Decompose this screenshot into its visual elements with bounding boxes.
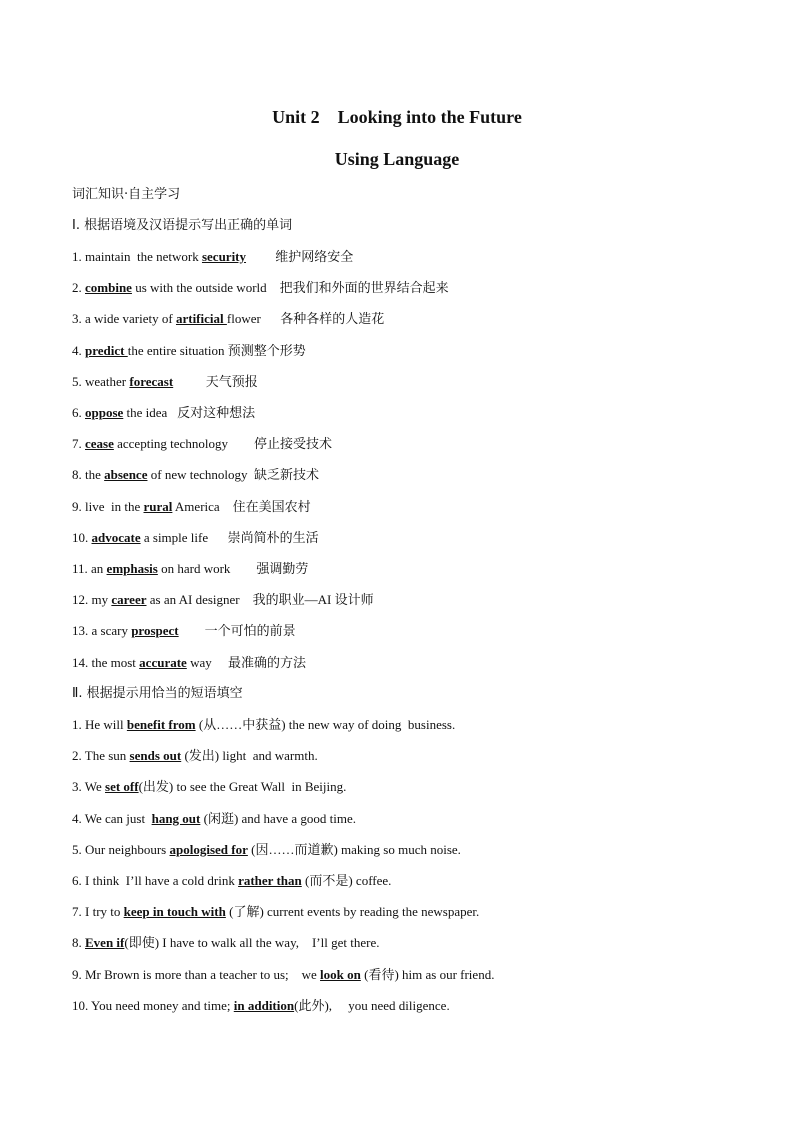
- item-answer: keep in touch with: [123, 904, 226, 920]
- item-prefix: 9. live in the: [72, 498, 144, 514]
- part1-item: [72, 654, 306, 672]
- item-answer: apologised for: [169, 841, 248, 857]
- item-prefix: 14. the most: [72, 654, 140, 670]
- item-prefix: 3. We: [72, 779, 106, 795]
- part1-item: [72, 466, 319, 484]
- item-answer: in addition: [233, 997, 295, 1013]
- part1-item: [72, 404, 255, 422]
- item-suffix: accepting technology 停止接受技术: [113, 436, 332, 452]
- item-prefix: 13. a scary: [72, 623, 132, 639]
- item-suffix: as an AI designer 我的职业—AI 设计师: [146, 592, 374, 608]
- item-prefix: 5. Our neighbours: [72, 841, 170, 857]
- item-prefix: 6.: [72, 405, 85, 420]
- item-prefix: 8. the: [72, 467, 105, 483]
- item-answer: set off: [105, 779, 139, 795]
- part1-item: [72, 435, 332, 453]
- item-prefix: 10.: [72, 529, 92, 545]
- item-prefix: 11. an: [72, 561, 107, 576]
- page-title: Unit 2 Looking into the Future: [272, 107, 522, 127]
- part1-item: [72, 622, 296, 640]
- item-prefix: 7. I try to: [72, 904, 124, 920]
- item-suffix: (了解) current events by reading the newspaper.: [225, 904, 480, 920]
- part1-item: [72, 591, 374, 609]
- item-prefix: 8.: [72, 935, 85, 951]
- item-suffix: of new technology 缺乏新技术: [147, 467, 319, 483]
- item-prefix: 7.: [72, 436, 85, 452]
- item-prefix: 3. a wide variety of: [72, 311, 176, 327]
- item-answer: Even if: [85, 935, 125, 951]
- item-suffix: the idea 反对这种想法: [123, 405, 256, 420]
- page-subtitle: Using Language: [334, 149, 460, 169]
- item-suffix: (此外), you need diligence.: [294, 997, 450, 1013]
- item-suffix: America 住在美国农村: [172, 498, 311, 514]
- item-answer: emphasis: [106, 561, 158, 576]
- item-answer: absence: [104, 467, 148, 483]
- item-answer: prospect: [131, 623, 179, 639]
- part2-item: [72, 747, 318, 765]
- item-suffix: us with the outside world 把我们和外面的世界结合起来: [131, 280, 449, 296]
- item-suffix: the entire situation 预测整个形势: [127, 342, 306, 358]
- item-prefix: 4.: [72, 342, 85, 358]
- item-answer: accurate: [139, 654, 187, 670]
- item-answer: combine: [85, 280, 132, 296]
- section-header: 词汇知识·自主学习: [72, 187, 181, 202]
- part2-item: [72, 903, 479, 921]
- item-prefix: 1. He will: [72, 717, 127, 732]
- item-answer: advocate: [91, 529, 141, 545]
- item-prefix: 1. maintain the network: [72, 249, 202, 264]
- part2-item: [72, 841, 461, 859]
- part1-item: [72, 560, 308, 578]
- part1-item: [72, 310, 384, 328]
- item-answer: predict: [85, 342, 128, 358]
- part2-item: [72, 716, 455, 734]
- item-suffix: (即使) I have to walk all the way, I’ll get there.: [124, 935, 380, 951]
- item-suffix: (因……而道歉) making so much noise.: [247, 841, 461, 857]
- item-suffix: 一个可怕的前景: [178, 623, 296, 639]
- item-prefix: 12. my: [72, 592, 112, 608]
- item-prefix: 9. Mr Brown is more than a teacher to us; we: [72, 966, 321, 982]
- item-suffix: (发出) light and warmth.: [181, 748, 318, 764]
- part1-item: [72, 342, 306, 360]
- item-suffix: flower 各种各样的人造花: [226, 311, 385, 327]
- item-answer: rural: [143, 498, 173, 514]
- item-suffix: way 最准确的方法: [186, 654, 306, 670]
- part2-item: [72, 934, 379, 952]
- item-prefix: 2.: [72, 280, 85, 296]
- item-suffix: (出发) to see the Great Wall in Beijing.: [138, 779, 347, 795]
- item-answer: security: [201, 249, 247, 264]
- part2-item: [72, 810, 356, 828]
- item-answer: cease: [85, 436, 114, 452]
- part2-item: [72, 997, 450, 1015]
- item-answer: look on: [320, 966, 361, 982]
- item-answer: sends out: [129, 748, 182, 764]
- item-answer: rather than: [238, 873, 302, 888]
- part1-item: [72, 529, 319, 547]
- item-suffix: on hard work 强调勤劳: [157, 561, 309, 576]
- item-suffix: 维护网络安全: [246, 249, 354, 264]
- part1-item: [72, 279, 449, 297]
- item-suffix: (从……中获益) the new way of doing business.: [195, 717, 456, 732]
- item-suffix: (闲逛) and have a good time.: [200, 810, 356, 826]
- item-answer: career: [111, 592, 147, 608]
- item-suffix: a simple life 崇尚简朴的生活: [140, 529, 319, 545]
- item-answer: oppose: [85, 405, 124, 420]
- item-prefix: 2. The sun: [72, 748, 130, 764]
- part1-item: [72, 373, 258, 391]
- item-suffix: 天气预报: [173, 373, 258, 389]
- item-prefix: 10. You need money and time;: [72, 997, 234, 1013]
- part2-item: [72, 872, 391, 890]
- item-suffix: (看待) him as our friend.: [360, 966, 495, 982]
- item-prefix: 6. I think I’ll have a cold drink: [72, 873, 239, 888]
- part2-item: [72, 778, 346, 796]
- part2-heading: Ⅱ. 根据提示用恰当的短语填空: [72, 686, 243, 701]
- item-suffix: (而不是) coffee.: [301, 873, 392, 888]
- part1-item: [72, 498, 311, 516]
- item-answer: artificial: [175, 311, 227, 327]
- part1-heading: Ⅰ. 根据语境及汉语提示写出正确的单词: [72, 218, 293, 233]
- part2-item: [72, 966, 494, 984]
- item-prefix: 4. We can just: [72, 810, 152, 826]
- part1-item: [72, 248, 353, 266]
- item-answer: benefit from: [126, 717, 196, 732]
- item-prefix: 5. weather: [72, 373, 130, 389]
- item-answer: forecast: [129, 373, 174, 389]
- item-answer: hang out: [151, 810, 201, 826]
